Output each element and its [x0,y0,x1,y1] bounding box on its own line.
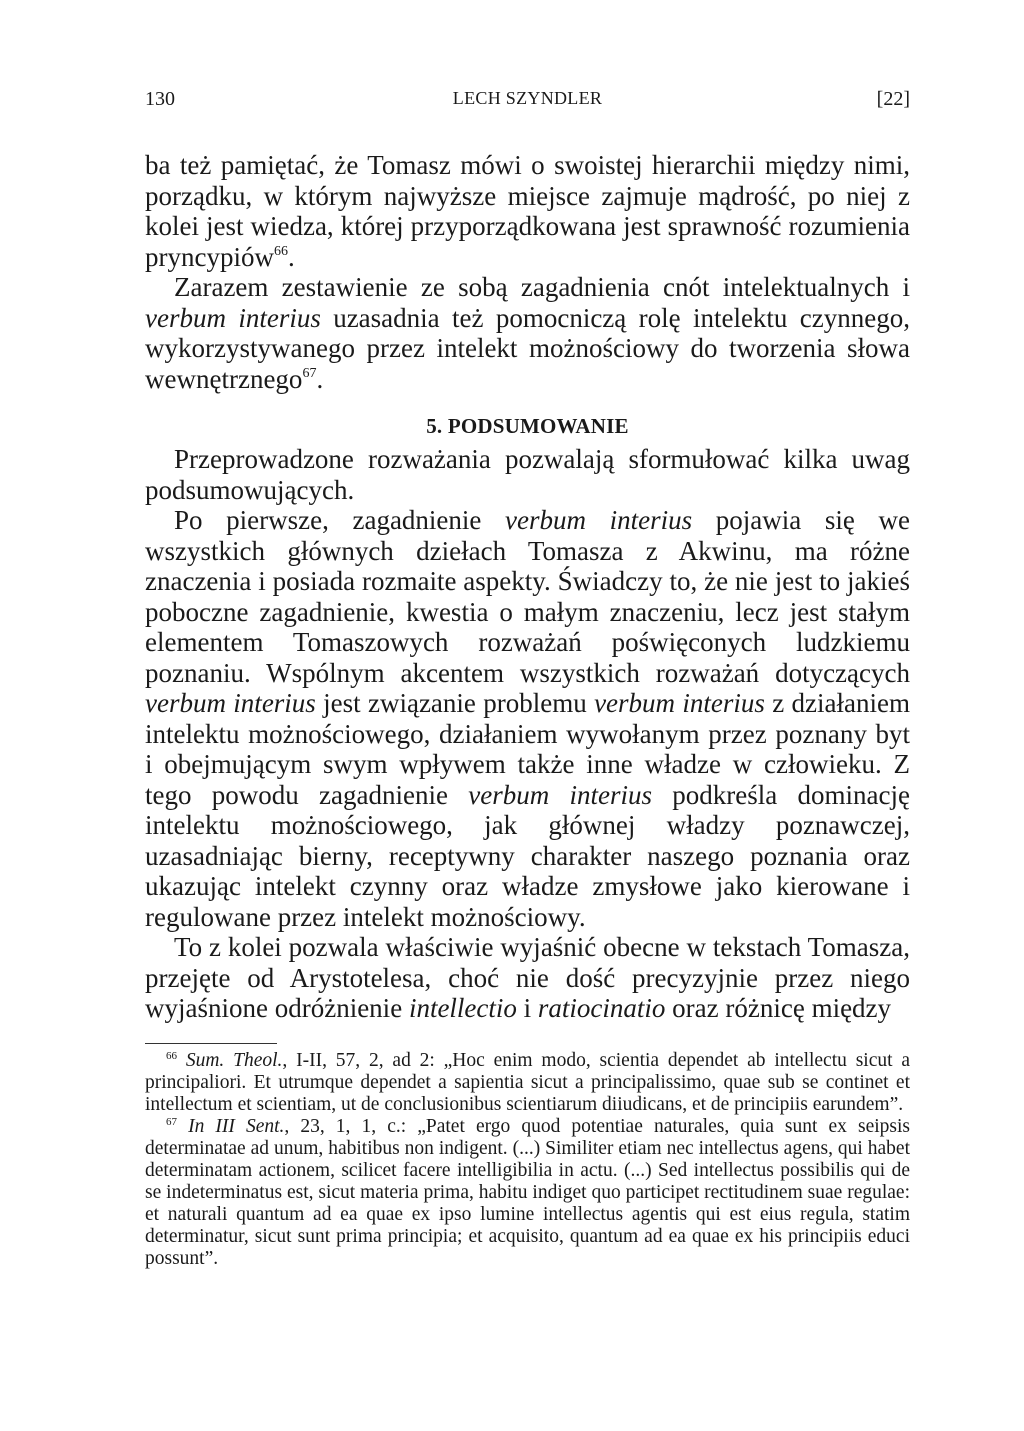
footnote-separator [145,1043,277,1044]
footnote-ref-67[interactable]: 67 [302,365,317,381]
main-text [145,150,910,1024]
running-author: LECH SZYNDLER [452,88,603,108]
paragraph-4: Po pierwsze, zagadnienie verbum interius pojawia się we wszystkich głównych dziełach Tomasza z Akwinu, ma różne znaczenia i posiada rozmaite aspekty. Świadczy to, że nie jest to jakieś poboczne zagadnienie, kwestia o małym znaczeniu, lecz jest stałym elementem Tomaszowych rozważań poświęconych ludzkiemu poznaniu. Wspólnym akcentem wszystkich rozważań dotyczących verbum interius jest związanie problemu verbum interius z działaniem intelektu możnościowego, działaniem wywołanym przez poznany byt i obejmującym swym wpływem także inne władze w człowieku. Z tego powodu zagadnienie verbum interius podkreśla dominację intelektu możnościowego, jak głównej władzy poznawczej, uzasadniając bierny, receptywny charakter naszego poznania oraz ukazując intelekt czynny oraz władze zmysłowe jako kierowane i regulowane przez intelekt możnościowy. [145,505,910,932]
paragraph-3: Przeprowadzone rozważania pozwalają sformułować kilka uwag podsumowujących. [145,444,910,505]
paragraph-1: ba też pamiętać, że Tomasz mówi o swoistej hierarchii między nimi, porządku, w którym najwyższe miejsce zajmuje mądrość, po niej z kolei jest wiedza, której przyporządkowana jest sprawność rozumienia pryncypiów$^{66}$. [145,150,910,272]
paragraph-2: Zarazem zestawienie ze sobą zagadnienia cnót intelektualnych i verbum interius uzasadnia też pomocniczą rolę intelektu czynnego, wykorzystywanego przez intelekt możnościowy do tworzenia słowa wewnętrznego$^{67}$. [145,272,910,394]
footnote-67: $^{67}$ In III Sent., 23, 1, 1, c.: „Patet ergo quod potentiae naturales, quia sunt ex seipsis determinatae ad unum, habitibus non indigent. (...) Similiter etiam nec intellectus agens, qui habet determinatam actionem, scilicet facere intelligibilia in actu. (...) Sed intellectus possibilis qui de se indeterminatus est, sicut materia prima, habitu indiget quo participet rectitudinem suae regulae: et naturali quantum ad ea quae ex ipso lumine intellectus agentis qui est eius regula, statim determinatur, sicut sunt prima principia; et acquisito, quantum ad ea quae ex his principiis educi possunt”. [145,1116,910,1269]
section-heading: 5. PODSUMOWANIE [426,414,629,438]
footnote-ref-66[interactable]: 66 [273,243,288,259]
running-header [145,88,910,118]
section-marker: [22] [876,88,910,110]
page-number: 130 [145,88,175,110]
footnotes [145,1050,910,1270]
footnote-66: $^{66}$ Sum. Theol., I-II, 57, 2, ad 2: „Hoc enim modo, scientia dependet ab intellectu sicut a principaliori. Et utrumque dependet a sapientia sicut a principalissimo, quae sub se continet et intellectum et scientiam, ut de conclusionibus scientiarum diiudicans, et de principiis earundem”. [145,1050,911,1115]
paragraph-5: To z kolei pozwala właściwie wyjaśnić obecne w tekstach Tomasza, przejęte od Arystotelesa, choć nie dość precyzyjnie przez niego wyjaśnione odróżnienie intellectio i ratiocinatio oraz różnicę między [145,932,910,1023]
